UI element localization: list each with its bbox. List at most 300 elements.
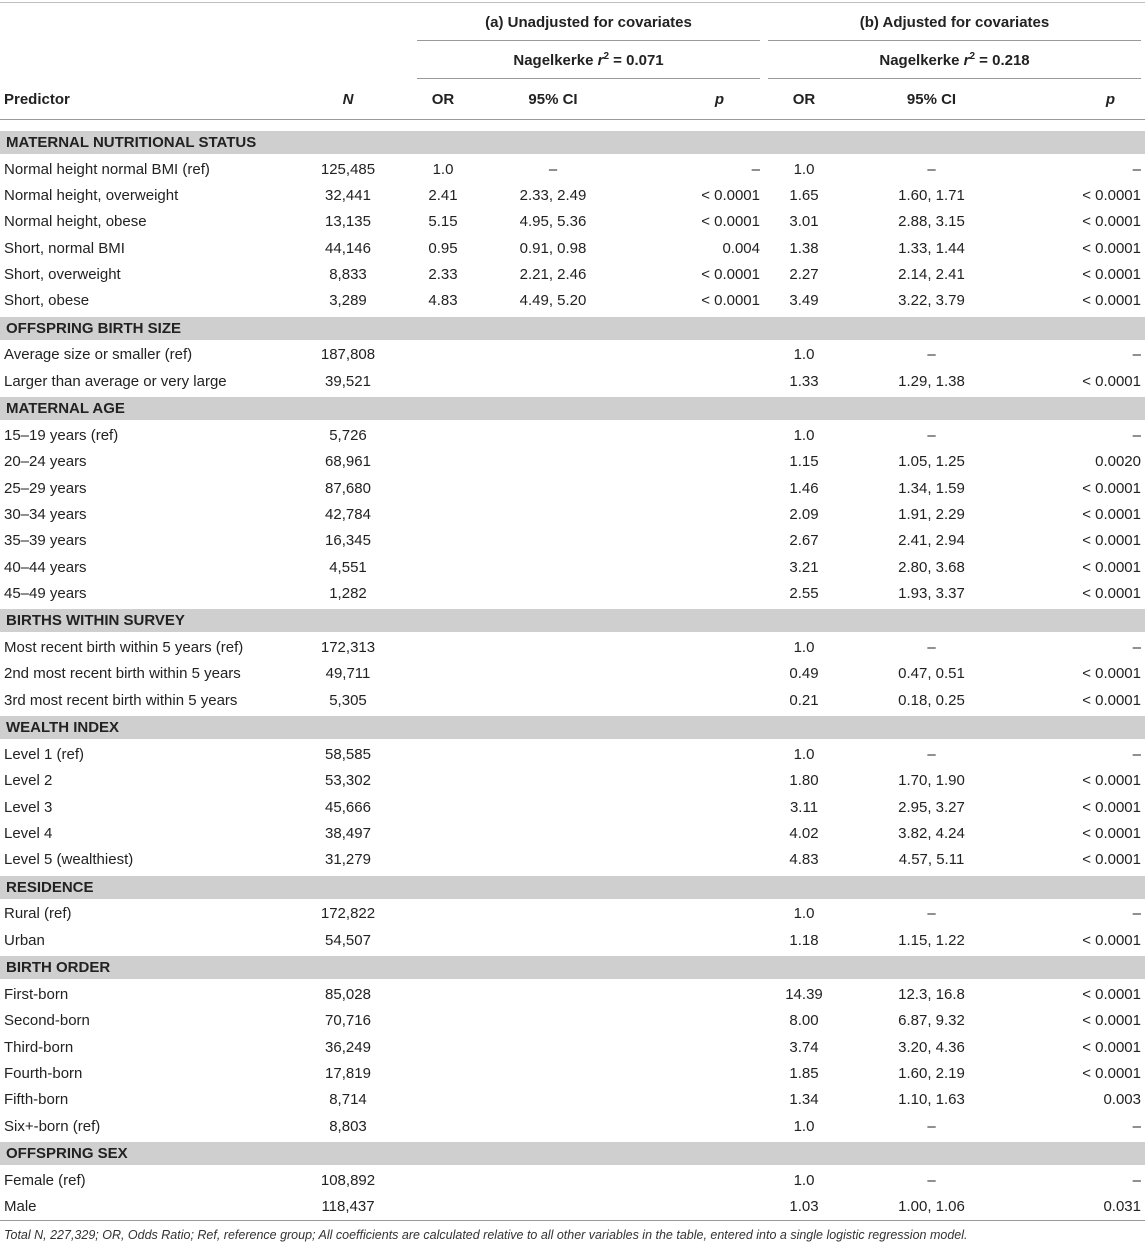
cell-ci-b: 3.20, 4.36 [898,1038,965,1056]
cell-or-b: 0.49 [789,665,819,683]
cell-predictor: Larger than average or very large [4,372,227,390]
cell-ci-a [473,980,633,1007]
table-row [0,287,1145,315]
section-header-row [0,874,1145,900]
cell-p-a: < 0.0001 [701,186,760,204]
cell-or-a [413,900,473,927]
cell-or-b: 3.01 [789,213,819,231]
cell-predictor: Level 2 [4,772,53,790]
cell-or-a: 0.95 [428,239,458,257]
cell-p-b: < 0.0001 [1082,186,1141,204]
cell-or-a [413,661,473,687]
cell-or-a [413,687,473,715]
cell-predictor: Male [4,1198,37,1216]
cell-p-a [633,687,764,715]
col-p-b: p [1019,79,1145,120]
table-row [0,980,1145,1007]
cell-or-a [413,927,473,955]
cell-ci-a: 0.91, 0.98 [519,239,587,257]
table-row [0,475,1145,501]
table-row [0,261,1145,287]
cell-p-a: < 0.0001 [701,213,760,231]
cell-predictor: Normal height, obese [4,213,147,231]
table-row [0,1008,1145,1034]
cell-ci-a [473,633,633,660]
cell-ci-b: 1.10, 1.63 [898,1091,965,1109]
cell-n: 5,305 [329,691,367,709]
cell-ci-b: – [927,639,936,657]
cell-ci-a [473,554,633,580]
cell-ci-a: 2.33, 2.49 [519,186,587,204]
cell-ci-b: 6.87, 9.32 [898,1012,965,1030]
cell-n: 125,485 [320,160,376,178]
cell-p-a [633,794,764,820]
cell-ci-b: – [927,160,936,178]
cell-or-b: 1.85 [789,1064,819,1082]
col-or-a: OR [413,79,473,120]
cell-or-b: 3.11 [789,798,819,816]
cell-or-a [413,528,473,554]
cell-or-a [413,1034,473,1060]
cell-n: 36,249 [325,1038,371,1056]
cell-or-b: 1.33 [789,372,819,390]
cell-ci-b: – [927,346,936,364]
table-row [0,794,1145,820]
cell-or-a [413,368,473,396]
section-header-row [0,955,1145,981]
cell-ci-a [473,740,633,767]
cell-or-a: 5.15 [428,213,458,231]
cell-predictor: 3rd most recent birth within 5 years [4,691,238,709]
table-row [0,661,1145,687]
cell-p-b: < 0.0001 [1082,798,1141,816]
section-header-row [0,396,1145,422]
cell-ci-a: 4.49, 5.20 [519,292,587,310]
cell-p-a [633,341,764,368]
cell-predictor: Third-born [4,1038,74,1056]
cell-n: 58,585 [325,745,371,763]
cell-ci-b: 2.80, 3.68 [898,558,965,576]
cell-ci-a [473,900,633,927]
cell-n: 13,135 [325,213,371,231]
cell-or-b: 1.34 [789,1091,819,1109]
cell-p-a [633,661,764,687]
cell-n: 1,282 [329,584,367,602]
cell-ci-b: 2.14, 2.41 [898,265,965,283]
cell-or-b: 8.00 [789,1012,819,1030]
cell-n: 172,822 [320,905,376,923]
cell-or-a [413,501,473,527]
cell-predictor: First-born [4,986,69,1004]
cell-predictor: Level 4 [4,824,53,842]
cell-n: 172,313 [320,639,376,657]
cell-ci-a [473,1194,633,1221]
cell-or-a [413,1060,473,1086]
cell-p-a [633,554,764,580]
cell-predictor: Fifth-born [4,1091,69,1109]
cell-p-b: – [1132,160,1141,178]
table-footnote: Total N, 227,329; OR, Odds Ratio; Ref, reference group; All coefficients are calculated relative to all other variables in the table, entered into a single logistic regression model. [4,1228,968,1242]
cell-or-b: 1.0 [793,905,815,923]
cell-p-b: < 0.0001 [1082,505,1141,523]
table-row [0,900,1145,927]
cell-p-a: < 0.0001 [701,265,760,283]
cell-p-b: < 0.0001 [1082,1012,1141,1030]
cell-predictor: Most recent birth within 5 years (ref) [4,639,244,657]
table-row [0,501,1145,527]
table-row [0,687,1145,715]
table-row [0,528,1145,554]
cell-predictor: Short, obese [4,292,90,310]
cell-or-a [413,794,473,820]
cell-p-b: – [1132,745,1141,763]
cell-ci-b: 0.47, 0.51 [898,665,965,683]
cell-p-a [633,768,764,794]
cell-ci-a [473,1060,633,1086]
cell-n: 44,146 [325,239,371,257]
cell-n: 4,551 [329,558,367,576]
col-ci-a: 95% CI [473,79,633,120]
cell-p-a [633,1166,764,1193]
cell-p-b: < 0.0001 [1082,931,1141,949]
cell-n: 49,711 [325,665,371,683]
col-p-a: p [633,79,764,120]
section-title: BIRTHS WITHIN SURVEY [0,608,1145,634]
table-row [0,927,1145,955]
table-row [0,580,1145,608]
cell-n: 39,521 [325,372,371,390]
cell-ci-b: 1.60, 1.71 [898,186,965,204]
cell-predictor: Level 1 (ref) [4,745,85,763]
cell-p-b: – [1132,905,1141,923]
cell-predictor: Female (ref) [4,1171,86,1189]
section-header-row [0,1141,1145,1167]
cell-or-b: 1.0 [793,639,815,657]
section-title: RESIDENCE [0,874,1145,900]
cell-ci-a [473,687,633,715]
cell-p-a [633,1034,764,1060]
cell-p-a [633,927,764,955]
r2-b-header: Nagelkerke $r^2 = 0.218$ [764,41,1145,79]
cell-p-a [633,421,764,448]
cell-n: 3,289 [329,292,367,310]
table-row [0,740,1145,767]
cell-ci-b: 3.82, 4.24 [898,824,965,842]
cell-n: 17,819 [325,1064,371,1082]
cell-p-b: < 0.0001 [1082,372,1141,390]
cell-n: 70,716 [325,1012,371,1030]
cell-ci-b: 1.60, 2.19 [898,1064,965,1082]
cell-ci-b: 2.88, 3.15 [898,213,965,231]
group-a-header: (a) Unadjusted for covariates [413,3,764,41]
cell-ci-a: – [548,160,558,178]
cell-ci-b: 0.18, 0.25 [898,691,965,709]
table-row [0,768,1145,794]
cell-or-b: 1.65 [789,186,819,204]
cell-ci-a [473,368,633,396]
cell-p-a [633,449,764,475]
section-header-row [0,608,1145,634]
cell-or-b: 2.09 [789,505,819,523]
cell-n: 53,302 [325,772,371,790]
cell-predictor: Average size or smaller (ref) [4,346,193,364]
cell-ci-b: 2.95, 3.27 [898,798,965,816]
table-body [0,130,1145,1221]
cell-p-b: < 0.0001 [1082,1038,1141,1056]
table-row [0,1194,1145,1221]
cell-ci-a [473,927,633,955]
cell-predictor: Short, normal BMI [4,239,125,257]
cell-ci-b: 1.34, 1.59 [898,479,965,497]
regression-table [0,2,1145,1221]
cell-ci-b: 1.33, 1.44 [898,239,965,257]
cell-or-b: 1.0 [793,427,815,445]
cell-p-b: < 0.0001 [1082,851,1141,869]
cell-or-b: 1.0 [793,346,815,364]
cell-or-b: 2.55 [789,584,819,602]
cell-or-a [413,1194,473,1221]
cell-p-b: 0.031 [1103,1198,1141,1216]
cell-n: 42,784 [325,505,371,523]
table-row [0,820,1145,846]
section-title: WEALTH INDEX [0,715,1145,741]
cell-n: 118,437 [321,1198,375,1216]
cell-p-a [633,475,764,501]
cell-or-a [413,1166,473,1193]
cell-ci-a [473,768,633,794]
cell-or-a [413,341,473,368]
cell-ci-b: – [927,427,936,445]
cell-predictor: 45–49 years [4,584,87,602]
table-row [0,449,1145,475]
table-row [0,1113,1145,1141]
group-b-header: (b) Adjusted for covariates [764,3,1145,41]
table-row [0,1034,1145,1060]
cell-n: 32,441 [325,186,371,204]
cell-or-a [413,768,473,794]
cell-or-b: 4.02 [789,824,819,842]
cell-p-b: < 0.0001 [1082,584,1141,602]
cell-ci-a [473,501,633,527]
cell-or-b: 3.21 [789,558,819,576]
cell-ci-a [473,580,633,608]
cell-predictor: Level 5 (wealthiest) [4,851,134,869]
cell-or-b: 1.80 [789,772,819,790]
section-title: OFFSPRING BIRTH SIZE [0,315,1145,341]
cell-n: 31,279 [325,851,371,869]
cell-ci-a: 2.21, 2.46 [519,265,587,283]
cell-p-b: < 0.0001 [1082,1064,1141,1082]
cell-p-b: < 0.0001 [1082,691,1141,709]
cell-or-a [413,633,473,660]
cell-ci-a [473,341,633,368]
cell-predictor: 20–24 years [4,453,87,471]
cell-p-b: < 0.0001 [1082,479,1141,497]
cell-or-a [413,980,473,1007]
cell-ci-b: 1.93, 3.37 [898,584,965,602]
cell-predictor: 25–29 years [4,479,87,497]
cell-or-a [413,847,473,875]
cell-or-b: 1.0 [793,1117,815,1135]
cell-p-a [633,1087,764,1113]
cell-or-b: 1.0 [793,160,815,178]
cell-p-a [633,820,764,846]
section-title: BIRTH ORDER [0,955,1145,981]
cell-ci-b: 3.22, 3.79 [898,292,965,310]
cell-predictor: Normal height, overweight [4,186,179,204]
cell-ci-a [473,1008,633,1034]
cell-n: 54,507 [325,931,371,949]
cell-ci-b: 1.15, 1.22 [898,931,965,949]
cell-or-a [413,1113,473,1141]
cell-or-b: 2.67 [789,532,819,550]
cell-predictor: 35–39 years [4,532,87,550]
cell-predictor: 2nd most recent birth within 5 years [4,665,241,683]
cell-ci-b: 1.00, 1.06 [898,1198,965,1216]
cell-p-a: – [751,160,760,178]
cell-ci-a [473,449,633,475]
cell-predictor: Second-born [4,1012,90,1030]
cell-or-a [413,449,473,475]
section-header-row [0,315,1145,341]
cell-or-a [413,580,473,608]
cell-predictor: 40–44 years [4,558,87,576]
table-row [0,209,1145,235]
cell-or-a: 2.41 [428,186,458,204]
cell-p-b: – [1132,427,1141,445]
cell-n: 8,803 [329,1117,367,1135]
cell-p-a [633,847,764,875]
cell-predictor: 30–34 years [4,505,87,523]
cell-or-a [413,740,473,767]
cell-ci-b: 1.70, 1.90 [898,772,965,790]
cell-ci-a [473,847,633,875]
cell-ci-b: 4.57, 5.11 [898,851,965,869]
section-title: OFFSPRING SEX [0,1141,1145,1167]
cell-or-b: 3.74 [789,1038,819,1056]
cell-predictor: Fourth-born [4,1064,83,1082]
cell-p-b: – [1132,1117,1141,1135]
table-row [0,421,1145,448]
table-row [0,633,1145,660]
cell-or-b: 2.27 [789,265,819,283]
cell-p-b: – [1132,346,1141,364]
cell-p-a [633,1008,764,1034]
cell-n: 8,833 [329,265,367,283]
cell-ci-a [473,1087,633,1113]
cell-or-b: 1.46 [789,479,819,497]
cell-p-a [633,368,764,396]
cell-predictor: Urban [4,931,45,949]
cell-ci-a [473,794,633,820]
cell-ci-b: 2.41, 2.94 [898,532,965,550]
cell-ci-a [473,421,633,448]
cell-ci-b: – [927,1117,936,1135]
cell-or-b: 14.39 [785,986,823,1004]
cell-predictor: Rural (ref) [4,905,72,923]
cell-or-a [413,1087,473,1113]
table-row [0,368,1145,396]
col-or-b: OR [764,79,844,120]
cell-ci-a [473,820,633,846]
cell-predictor: Short, overweight [4,265,121,283]
cell-ci-b: – [927,745,936,763]
cell-ci-a [473,528,633,554]
cell-predictor: Six+-born (ref) [4,1117,101,1135]
cell-n: 16,345 [325,532,371,550]
cell-p-b: 0.003 [1103,1091,1141,1109]
table-row [0,182,1145,208]
cell-p-a [633,740,764,767]
table-row [0,341,1145,368]
cell-p-a [633,1194,764,1221]
cell-or-a: 1.0 [432,160,454,178]
cell-ci-a [473,1166,633,1193]
cell-p-a [633,580,764,608]
cell-p-b: < 0.0001 [1082,532,1141,550]
cell-p-b: – [1132,639,1141,657]
cell-or-b: 1.0 [793,1171,815,1189]
cell-n: 8,714 [329,1091,367,1109]
cell-n: 85,028 [325,986,371,1004]
table-row [0,235,1145,261]
table-row [0,554,1145,580]
cell-p-a [633,633,764,660]
cell-n: 38,497 [325,824,371,842]
cell-p-b: < 0.0001 [1082,824,1141,842]
table-row [0,1166,1145,1193]
table-row [0,847,1145,875]
cell-p-b: 0.0020 [1095,453,1141,471]
section-title: MATERNAL AGE [0,396,1145,422]
table-row [0,1087,1145,1113]
table-row [0,1060,1145,1086]
cell-p-b: < 0.0001 [1082,558,1141,576]
cell-n: 68,961 [325,453,371,471]
cell-p-b: < 0.0001 [1082,665,1141,683]
cell-ci-a: 4.95, 5.36 [519,213,587,231]
cell-or-b: 1.0 [793,745,815,763]
cell-or-b: 1.03 [789,1198,819,1216]
cell-predictor: 15–19 years (ref) [4,427,119,445]
r2-a-header: Nagelkerke $r^2 = 0.071$ [413,41,764,79]
cell-p-a: 0.004 [722,239,760,257]
col-predictor: Predictor [0,79,283,120]
table-row [0,155,1145,182]
cell-ci-a [473,1034,633,1060]
cell-or-b: 1.15 [789,453,819,471]
cell-p-b: < 0.0001 [1082,292,1141,310]
cell-n: 108,892 [320,1171,376,1189]
cell-or-b: 4.83 [789,851,819,869]
cell-ci-a [473,1113,633,1141]
cell-p-a [633,980,764,1007]
cell-or-a [413,820,473,846]
cell-p-b: < 0.0001 [1082,213,1141,231]
cell-n: 187,808 [320,346,376,364]
cell-ci-b: – [927,1171,936,1189]
cell-p-b: < 0.0001 [1082,986,1141,1004]
cell-or-b: 1.38 [789,239,819,257]
cell-p-a [633,1113,764,1141]
cell-or-a [413,421,473,448]
cell-p-a [633,900,764,927]
cell-or-a [413,1008,473,1034]
col-n: N [283,79,413,120]
cell-p-a [633,528,764,554]
cell-n: 45,666 [325,798,371,816]
col-ci-b: 95% CI [844,79,1019,120]
